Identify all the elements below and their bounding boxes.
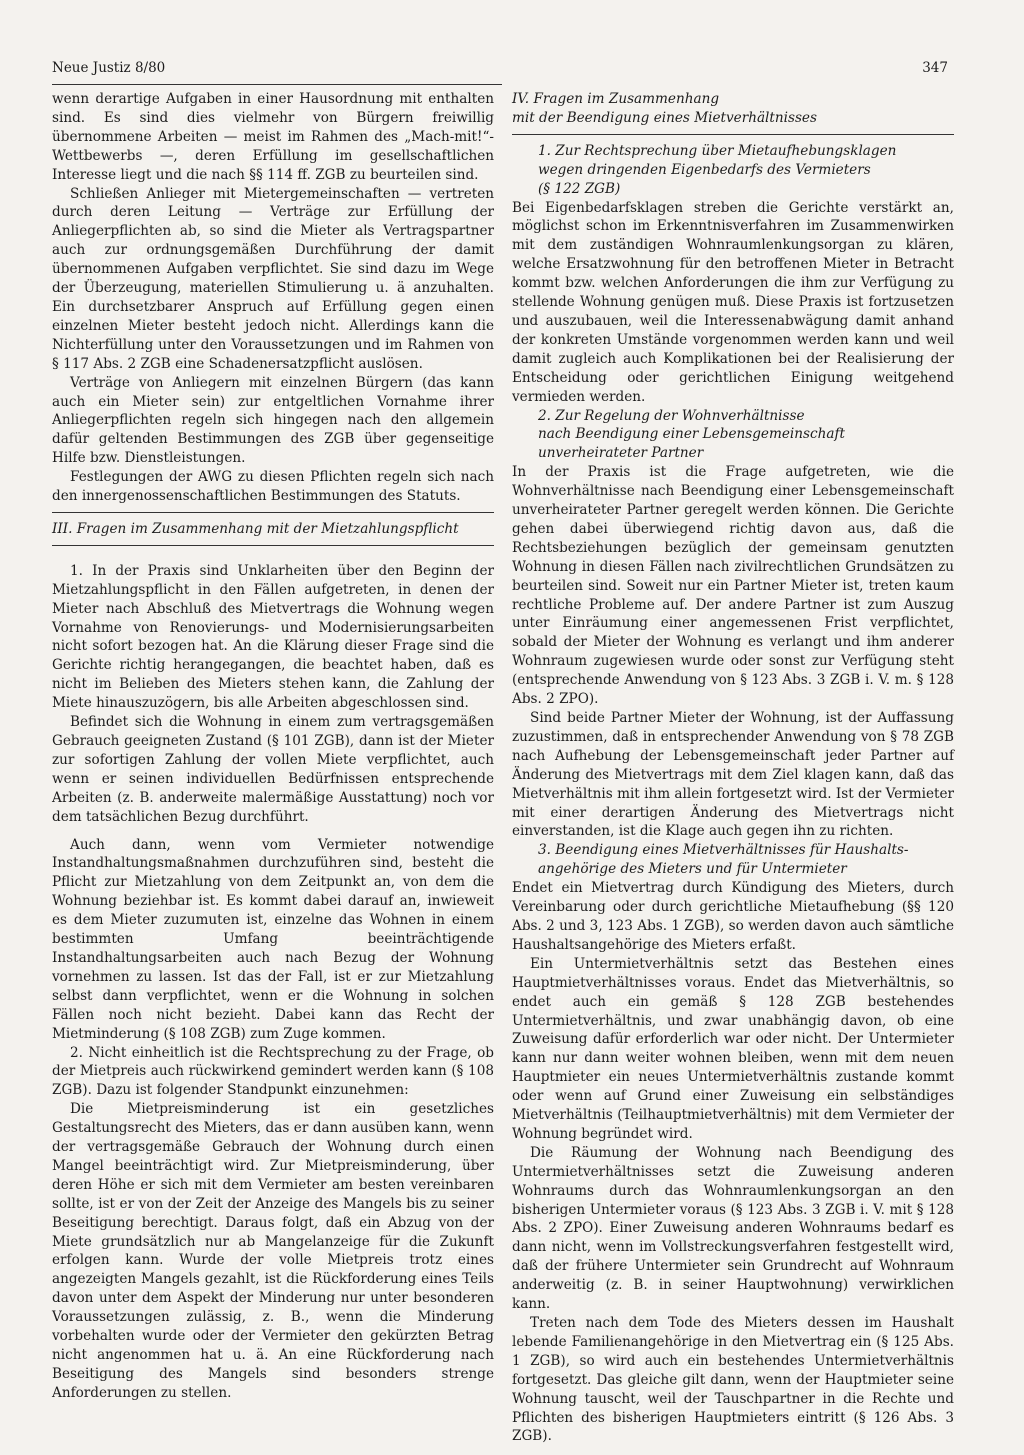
right-paragraph-2: In der Praxis ist die Frage aufgetreten, wie die Wohnverhältnisse nach Beendigung einer Lebensgemeinschaft unverheirateter Partner geregelt werden können. Die Gerichte gehen dabei überwiegend richtig davon aus, daß die Rechtsbeziehungen bezüglich der gemeinsam genutzten Wohnung in diesen Fällen nach zivilrechtlichen Grundsätzen zu beurteilen sind. Soweit nur ein Partner Mieter ist, treten kaum rechtliche Probleme auf. Der andere Partner ist zum Auszug unter Einräumung einer angemessenen Frist verpflichtet, sobald der Mieter der Wohnung es verlangt und ihm anderer Wohnraum zugewiesen wurde oder sonst zur Verfügung steht (entsprechende Anwendung von § 123 Abs. 3 ZGB i. V. m. § 128 Abs. 2 ZPO). <box>512 464 954 708</box>
subsection-1-heading-line-1: 1. Zur Rechtsprechung über Mietaufhebungsklagen <box>538 142 897 159</box>
section-4-heading-line-1: IV. Fragen im Zusammenhang <box>512 91 720 107</box>
subsection-2-heading-line-2: nach Beendigung einer Lebensgemeinschaft <box>538 426 845 443</box>
left-paragraph-1: wenn derartige Aufgaben in einer Hausordnung mit enthalten sind. Es sind dies vielmehr von Bürgern freiwillig übernommene Arbeiten — meist im Rahmen des „Mach-mit!“-Wettbewerbs —, deren Erfüllung im gesellschaftlichen Interesse liegt und die nach §§ 114 ff. ZGB zu beurteilen sind. <box>52 91 494 183</box>
left-column <box>52 90 494 1401</box>
subsection-1-heading-line-2: wegen dringenden Eigenbedarfs des Vermieters <box>538 161 871 178</box>
section-rule-top <box>52 512 494 513</box>
left-paragraph-3: Verträge von Anliegern mit einzelnen Bürgern (das kann auch ein Mieter sein) zur entgeltlichen Vornahme ihrer Anliegerpflichten regeln sich hingegen nach den allgemein dafür geltenden Bestimmungen des ZGB über gegenseitige Hilfe bzw. Dienstleistungen. <box>52 374 494 467</box>
page-number: 347 <box>922 60 948 76</box>
left-paragraph-2: Schließen Anlieger mit Mietergemeinschaften — vertreten durch deren Leitung — Verträge zur Erfüllung der Anliegerpflichten ab, so sind die Mieter als Vertragspartner auch zur ordnungsgemäßen Durchführung der damit übernommenen Aufgaben verpflichtet. Sie sind dazu im Wege der Überzeugung, materiellen Stimulierung u. ä anzuhalten. Ein durchsetzbarer Anspruch auf Erfüllung gegen einen einzelnen Mieter besteht jedoch nicht. Allerdings kann die Nichterfüllung unter den Voraussetzungen und im Rahmen von § 117 Abs. 2 ZGB eine Schadenersatzpflicht auslösen. <box>52 185 494 372</box>
right-paragraph-6: Die Räumung der Wohnung nach Beendigung des Untermietverhältnisses setzt die Zuweisung anderen Wohnraums durch das Wohnraumlenkungsorgan an den bisherigen Untermieter voraus (§ 123 Abs. 3 ZGB i. V. mit § 128 Abs. 2 ZPO). Einer Zuweisung anderen Wohnraums bedarf es dann nicht, wenn im Vollstreckungsverfahren festgestellt wird, daß der frühere Untermieter sein Grundrecht auf Wohnraum anderweitig (z. B. in seiner Hauptwohnung) verwirklichen kann. <box>512 1144 954 1313</box>
spacer <box>52 827 494 836</box>
journal-title: Neue Justiz 8/80 <box>52 60 166 76</box>
subsection-2-heading-line-3: unverheirateter Partner <box>538 445 704 462</box>
right-paragraph-1: Bei Eigenbedarfsklagen streben die Gerichte verstärkt an, möglichst schon im Erkenntnisverfahren im Zusammenwirken mit dem zuständigen Wohnraumlenkungsorgan zu klären, welche Ersatzwohnung für den betroffenen Mieter in Betracht kommt bzw. welchen Anforderungen die ihm zur Verfügung zu stellende Wohnung genügen muß. Diese Praxis ist fortzusetzen und auszubauen, weil die Interessenabwägung damit anhand der konkreten Umstände vorgenommen werden kann und weil damit zugleich auch Komplikationen bei der Realisierung der Entscheidung oder gerichtlichen Einigung weitgehend vermieden werden. <box>512 199 954 405</box>
subsection-3-heading-line-1: 3. Beendigung eines Mietverhältnisses für Haushalts- <box>538 842 909 859</box>
header-rule <box>52 84 502 85</box>
right-paragraph-7: Treten nach dem Tode des Mieters dessen im Haushalt lebende Familienangehörige in den Mietvertrag ein (§ 125 Abs. 1 ZGB), so wird auch ein bestehendes Untermietverhältnis fortgesetzt. Das gleiche gilt dann, wenn der Hauptmieter seine Wohnung tauscht, weil der Tauschpartner in die Rechte und Pflichten des bisherigen Hauptmieters eintritt (§ 126 Abs. 3 ZGB). <box>512 1315 954 1445</box>
section-rule <box>512 134 954 135</box>
left-paragraph-5: 1. In der Praxis sind Unklarheiten über den Beginn der Mietzahlungspflicht in den Fällen aufgetreten, in denen der Mieter nach Abschluß des Mietvertrags die Wohnung wegen Vornahme von Renovierungs- und Modernisierungsarbeiten nicht sofort bezogen hat. An die Klärung dieser Frage sind die Gerichte richtig herangegangen, die beachtet haben, daß es nicht im Belieben des Mieters stehen kann, die Zahlung der Miete hinauszuzögern, bis alle Arbeiten abgeschlossen sind. <box>52 562 494 712</box>
section-4-heading-line-2: mit der Beendigung eines Mietverhältnisses <box>512 109 817 126</box>
subsection-1-heading-line-3: (§ 122 ZGB) <box>538 180 621 197</box>
right-paragraph-4: Endet ein Mietvertrag durch Kündigung des Mieters, durch Vereinbarung oder durch gerichtliche Mietaufhebung (§§ 120 Abs. 2 und 3, 123 Abs. 1 ZGB), so werden davon auch sämtliche Haushaltsangehörige des Mieters erfaßt. <box>512 880 954 953</box>
section-3-heading: III. Fragen im Zusammenhang mit der Mietzahlungspflicht <box>52 520 459 537</box>
left-paragraph-6: Befindet sich die Wohnung in einem zum vertragsgemäßen Gebrauch geeigneten Zustand (§ 101 ZGB), dann ist der Mieter zur sofortigen Zahlung der vollen Miete verpflichtet, auch wenn er seinen individuellen Bedürfnissen entsprechende Arbeiten (z. B. anderweite malermäßige Ausstattung) noch vor dem tatsächlichen Bezug durchführt. <box>52 714 494 825</box>
page-header <box>52 60 948 82</box>
spacer <box>52 553 494 562</box>
left-paragraph-4: Festlegungen der AWG zu diesen Pflichten regeln sich nach den innergenossenschaftlichen Bestimmungen des Statuts. <box>52 469 494 505</box>
left-paragraph-9: Die Mietpreisminderung ist ein gesetzliches Gestaltungsrecht des Mieters, das er dann ausüben kann, wenn der vertragsgemäße Gebrauch der Wohnung durch einen Mangel beeinträchtigt wird. Zur Mietpreisminderung, über deren Höhe er sich mit dem Vermieter am besten vereinbaren sollte, ist er von der Zeit der Anzeige des Mangels bis zu seiner Beseitigung berechtigt. Daraus folgt, daß ein Abzug von der Miete grundsätzlich nur ab Mangelanzeige für die Zukunft erfolgen kann. Wurde der volle Mietpreis trotz eines angezeigten Mangels gezahlt, ist die Rückforderung eines Teils davon unter dem Aspekt der Minderung nur unter besonderen Voraussetzungen zulässig, z. B., wenn die Minderung vorbehalten wurde oder der Vermieter den gekürzten Betrag nicht angenommen hat u. ä. An eine Rückforderung nach Beseitigung des Mangels sind besonders strenge Anforderungen zu stellen. <box>52 1101 494 1401</box>
left-paragraph-7: Auch dann, wenn vom Vermieter notwendige Instandhaltungsmaßnahmen durchzuführen sind, besteht die Pflicht zur Mietzahlung von dem Zeitpunkt an, von dem die Wohnung beziehbar ist. Es kommt dabei darauf an, inwieweit es dem Mieter zuzumuten ist, einzelne das Wohnen in einem bestimmten Umfang beeinträchtigende Instandhaltungsarbeiten auch nach Bezug der Wohnung vornehmen zu lassen. Ist das der Fall, ist er zur Mietzahlung selbst dann verpflichtet, wenn er die Wohnung in solchen Fällen noch nicht bezieht. Dabei kann das Recht der Mietminderung (§ 108 ZGB) zum Zuge kommen. <box>52 836 494 1042</box>
right-paragraph-5: Ein Untermietverhältnis setzt das Bestehen eines Hauptmietverhältnisses voraus. Endet das Mietverhältnis, so endet auch ein gemäß § 128 ZGB bestehendes Untermietverhältnis, und zwar unabhängig davon, ob eine Zuweisung dafür erforderlich war oder nicht. Der Untermieter kann nur dann weiter wohnen bleiben, wenn mit dem neuen Hauptmieter ein neues Untermietverhältnis zustande kommt oder wenn auf Grund einer Zuweisung ein selbständiges Mietverhältnis (Teilhauptmietverhältnis) mit dem Vermieter der Wohnung begründet wird. <box>512 955 954 1142</box>
subsection-3-heading-line-2: angehörige des Mieters und für Untermieter <box>538 861 847 878</box>
section-rule-bottom <box>52 545 494 546</box>
left-paragraph-8: 2. Nicht einheitlich ist die Rechtsprechung zu der Frage, ob der Mietpreis auch rückwirkend gemindert werden kann (§ 108 ZGB). Dazu ist folgender Standpunkt einzunehmen: <box>52 1044 494 1099</box>
right-column <box>512 90 954 1445</box>
right-paragraph-3: Sind beide Partner Mieter der Wohnung, ist der Auffassung zuzustimmen, daß in entsprechender Anwendung von § 78 ZGB nach Aufhebung der Lebensgemeinschaft jeder Partner auf Änderung des Mietvertrags mit dem Ziel klagen kann, daß das Mietverhältnis mit ihm allein fortgesetzt wird. Ist der Vermieter mit einer derartigen Änderung des Mietvertrags nicht einverstanden, ist die Klage auch gegen ihn zu richten. <box>512 710 954 840</box>
subsection-2-heading-line-1: 2. Zur Regelung der Wohnverhältnisse <box>538 407 805 424</box>
